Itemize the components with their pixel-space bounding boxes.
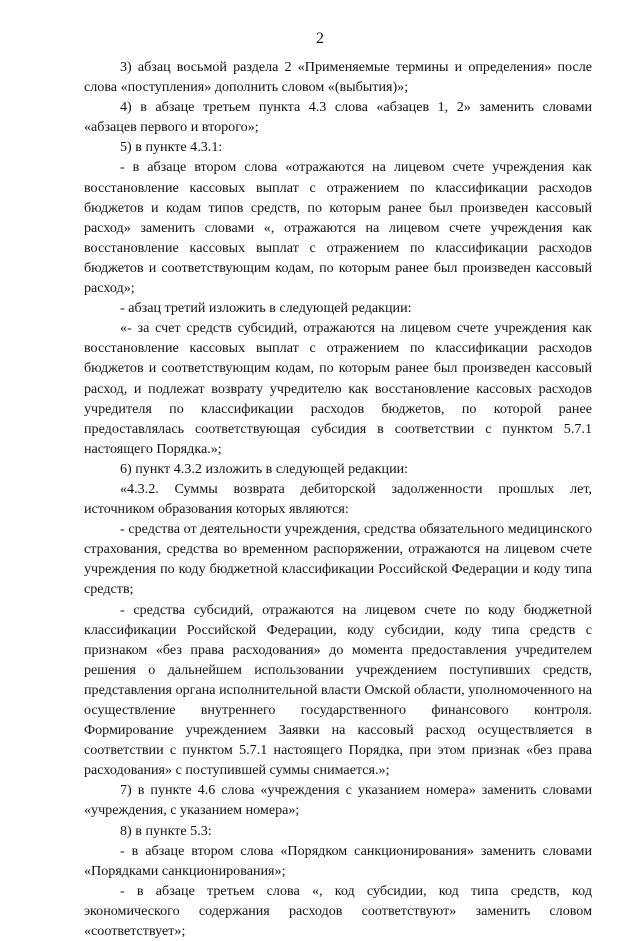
- paragraph-6-sources-2: - средства субсидий, отражаются на лицевом счете по коду бюджетной классификации Российской Федерации, коду субсидии, коду типа средств с признаком «без права расходования» до момента предоставления учредителем решения о дальнейшем использовании учреждением поступивших средств, представления органа исполнительной власти Омской области, уполномоченного на осуществление внутреннего государственного финансового контроля. Формирование учреждением Заявки на кассовый расход осуществляется в соответствии с пунктом 5.7.1 настоящего Порядка, при этом признак «без права расходования» с поступившей суммы снимается.»;: [84, 601, 592, 779]
- page-number: 2: [316, 30, 324, 47]
- paragraph-item-6: 6) пункт 4.3.2 изложить в следующей редакции:: [120, 460, 409, 477]
- paragraph-5-abzac-3: - абзац третий изложить в следующей редакции:: [120, 300, 412, 317]
- paragraph-6-new-text: «4.3.2. Суммы возврата дебиторской задолженности прошлых лет, источником образования которых являются:: [84, 480, 592, 518]
- paragraph-5-abzac-2: - в абзаце втором слова «отражаются на лицевом счете учреждения как восстановление кассовых выплат с отражением по классификации расходов бюджетов и кодам типов средств, по которым ранее был произведен кассовый расход» заменить словами «, отражаются на лицевом счете учреждения как восстановление кассовых выплат с отражением по классификации расходов бюджетов и соответствующим кодам, по которым ранее был произведен кассовый расход»;: [84, 159, 592, 297]
- paragraph-item-5: 5) в пункте 4.3.1:: [120, 139, 223, 156]
- paragraph-6-sources-1: - средства от деятельности учреждения, средства обязательного медицинского страхования, средства во временном распоряжении, отражаются на лицевом счете учреждения по коду бюджетной классификации Российской Федерации и коду типа средств;: [84, 521, 592, 598]
- paragraph-item-7: 7) в пункте 4.6 слова «учреждения с указанием номера» заменить словами «учреждения, с указанием номера»;: [84, 782, 592, 819]
- paragraph-8-abzac-3: - в абзаце третьем слова «, код субсидии, код типа средств, код экономического содержания расходов соответствуют» заменить словом «соответствует»;: [84, 882, 592, 940]
- paragraph-item-3: 3) абзац восьмой раздела 2 «Применяемые термины и определения» после слова «поступления» дополнить словом «(выбытия)»;: [84, 59, 592, 96]
- paragraph-item-8: 8) в пункте 5.3:: [120, 822, 212, 839]
- document-body: [84, 57, 592, 941]
- paragraph-item-4: 4) в абзаце третьем пункта 4.3 слова «абзацев 1, 2» заменить словами «абзацев первого и второго»;: [84, 99, 592, 136]
- paragraph-8-abzac-2: - в абзаце втором слова «Порядком санкционирования» заменить словами «Порядками санкционирования»;: [84, 842, 592, 879]
- paragraph-5-new-text: «- за счет средств субсидий, отражаются на лицевом счете учреждения как восстановление кассовых выплат с отражением по классификации расходов бюджетов и соответствующим кодам, по которым ранее был произведен кассовый расход, и подлежат возврату учредителю как восстановление кассовых расходов учредителя по классификации расходов бюджетов, по которой ранее предоставлялась соответствующая субсидия в соответствии с пунктом 5.7.1 настоящего Порядка.»;: [84, 320, 592, 457]
